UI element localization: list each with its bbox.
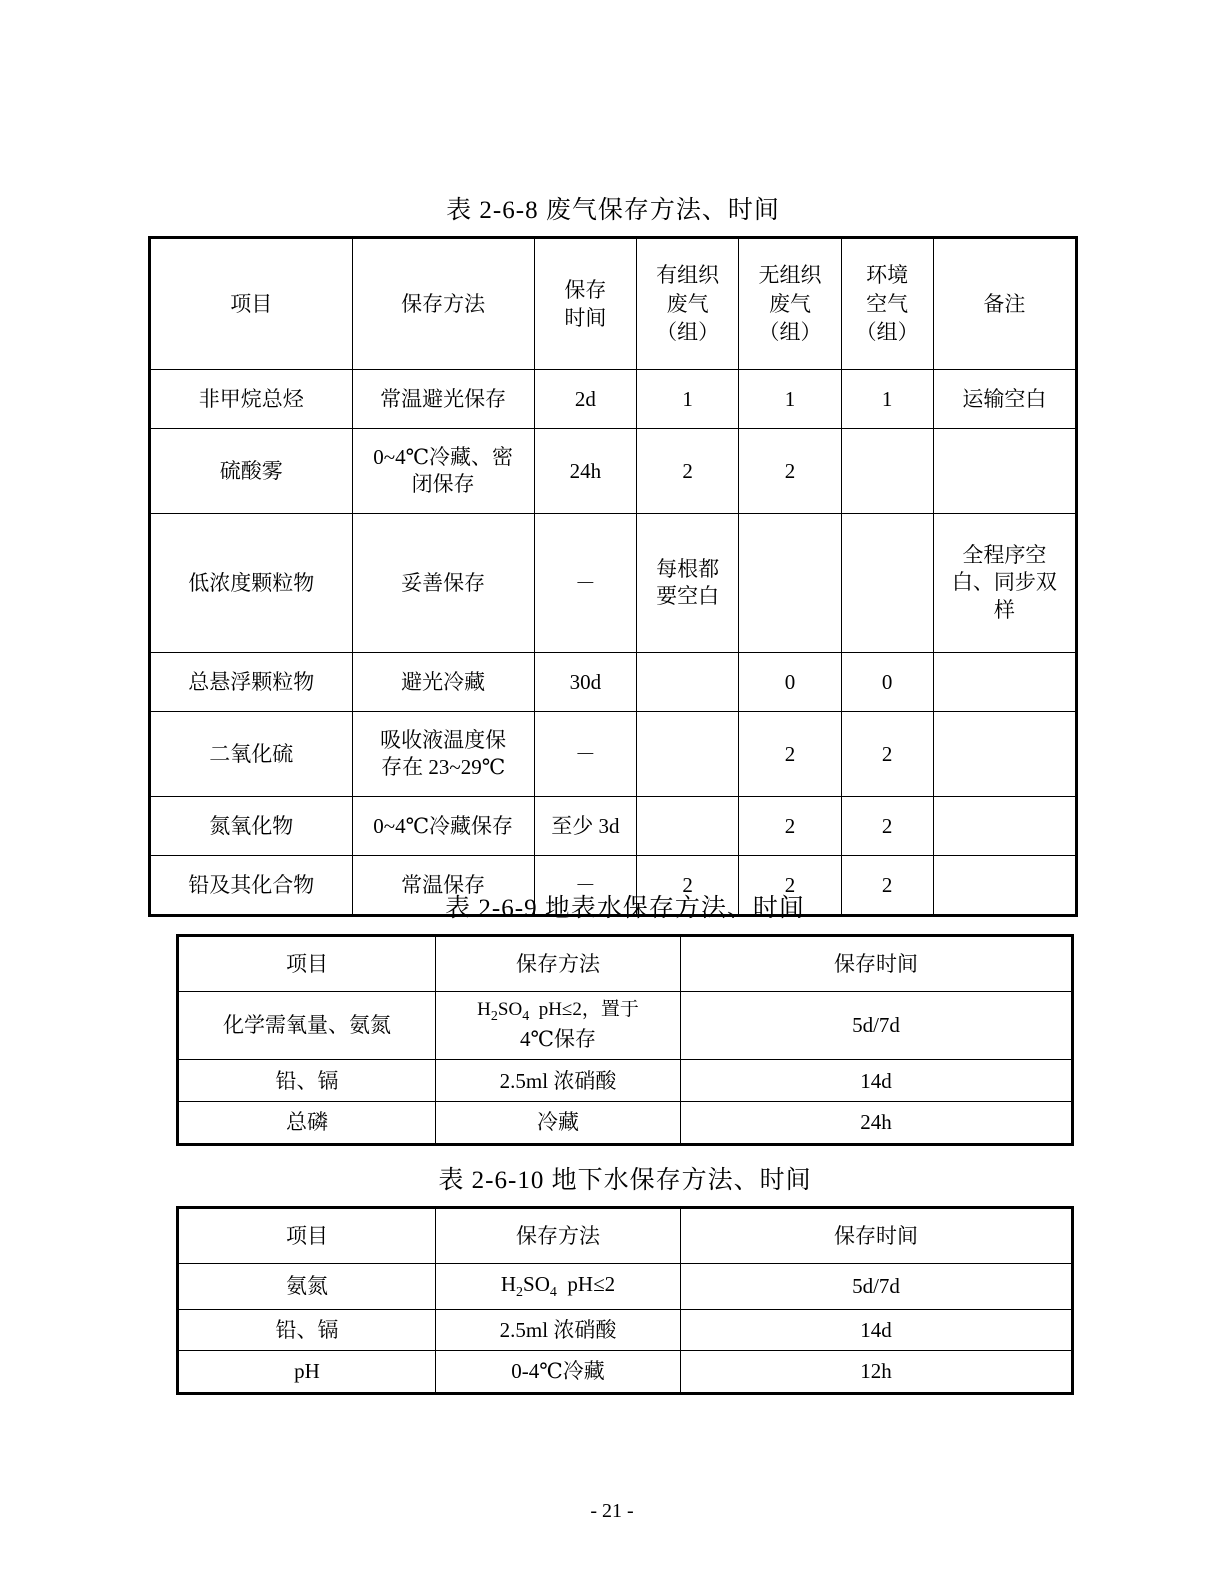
table-row <box>178 1310 1073 1351</box>
cell-method <box>352 712 534 797</box>
table-header-row <box>178 1208 1073 1264</box>
table-caption-2-6-8: 表 2-6-8 废气保存方法、时间 <box>446 197 780 224</box>
cell-organized-gas <box>637 653 739 712</box>
table-caption-2-6-9: 表 2-6-9 地表水保存方法、时间 <box>445 895 805 922</box>
cell-ambient-air: 2 <box>841 856 933 916</box>
cell-duration: 24h <box>534 429 636 514</box>
cell-duration: 30d <box>534 653 636 712</box>
cell-duration: 5d/7d <box>681 992 1073 1060</box>
table-row <box>150 370 1077 429</box>
table-row <box>178 1102 1073 1144</box>
table-header-row <box>178 936 1073 992</box>
cell-duration: 24h <box>681 1102 1073 1144</box>
header-line: 保存 <box>564 277 607 302</box>
table-row <box>150 429 1077 514</box>
cell-line-formula: $H_2SO_4$ pH≤2，置于 <box>477 999 639 1024</box>
column-header-method: 保存方法 <box>436 1208 681 1264</box>
cell-ambient-air: 2 <box>841 712 933 797</box>
cell-method <box>352 429 534 514</box>
column-header-duration: 保存时间 <box>681 1208 1073 1264</box>
cell-method: 0~4℃冷藏保存 <box>352 797 534 856</box>
cell-remarks <box>933 429 1076 514</box>
column-header-ambient-air <box>841 238 933 370</box>
table-row <box>150 797 1077 856</box>
table-row <box>178 1351 1073 1393</box>
cell-unorganized-gas: 0 <box>739 653 841 712</box>
cell-method: $H_2SO_4$ pH≤2 <box>436 1264 681 1310</box>
column-header-unorganized-gas <box>739 238 841 370</box>
header-line: 环境 <box>866 263 909 288</box>
cell-line: 每根都 <box>656 556 720 581</box>
header-line: 废气 <box>768 291 811 316</box>
cell-organized-gas: 2 <box>637 429 739 514</box>
cell-duration: 12h <box>681 1351 1073 1393</box>
table-waste-gas-preservation <box>148 236 1078 917</box>
column-header-remarks: 备注 <box>933 238 1076 370</box>
table-row <box>150 514 1077 653</box>
cell-item: 铅、镉 <box>178 1310 436 1351</box>
cell-remarks: 运输空白 <box>933 370 1076 429</box>
cell-item: 低浓度颗粒物 <box>150 514 353 653</box>
cell-method: 2.5ml 浓硝酸 <box>436 1060 681 1102</box>
table-caption-2-6-10: 表 2-6-10 地下水保存方法、时间 <box>438 1167 812 1194</box>
cell-item: 总悬浮颗粒物 <box>150 653 353 712</box>
page-number: - 21 - <box>590 1500 634 1522</box>
table-block-2-6-8 <box>148 190 1078 917</box>
cell-organized-gas <box>637 797 739 856</box>
cell-remarks <box>933 712 1076 797</box>
header-line: （组） <box>855 320 919 345</box>
table-block-2-6-10 <box>176 1160 1074 1395</box>
cell-unorganized-gas <box>739 514 841 653</box>
cell-item: 氮氧化物 <box>150 797 353 856</box>
cell-method: 0-4℃冷藏 <box>436 1351 681 1393</box>
column-header-item: 项目 <box>178 936 436 992</box>
cell-organized-gas: 2 <box>637 856 739 916</box>
cell-method: 常温保存 <box>352 856 534 916</box>
cell-ambient-air: 2 <box>841 797 933 856</box>
cell-item: pH <box>178 1351 436 1393</box>
cell-line: 吸收液温度保 <box>380 727 507 752</box>
cell-item: 总磷 <box>178 1102 436 1144</box>
cell-item: 硫酸雾 <box>150 429 353 514</box>
cell-duration: － <box>534 514 636 653</box>
cell-unorganized-gas: 2 <box>739 856 841 916</box>
cell-unorganized-gas: 2 <box>739 429 841 514</box>
table-row <box>178 1264 1073 1310</box>
cell-remarks <box>933 797 1076 856</box>
cell-unorganized-gas: 2 <box>739 712 841 797</box>
cell-ambient-air: 0 <box>841 653 933 712</box>
cell-method: 冷藏 <box>436 1102 681 1144</box>
cell-method <box>436 992 681 1060</box>
table-row <box>150 712 1077 797</box>
cell-line: 闭保存 <box>411 472 475 496</box>
header-line: 无组织 <box>758 263 822 288</box>
header-line: 废气 <box>666 291 709 316</box>
column-header-item: 项目 <box>150 238 353 370</box>
cell-method: 避光冷藏 <box>352 653 534 712</box>
cell-line: 白、同步双 <box>951 570 1057 595</box>
cell-unorganized-gas: 1 <box>739 370 841 429</box>
cell-remarks <box>933 514 1076 653</box>
header-line: （组） <box>758 320 822 345</box>
column-header-organized-gas <box>637 238 739 370</box>
table-block-2-6-9 <box>176 888 1074 1146</box>
cell-duration: 至少 3d <box>534 797 636 856</box>
cell-line: 存在 23~29℃ <box>381 755 506 779</box>
cell-duration: － <box>534 712 636 797</box>
cell-line: 全程序空 <box>962 543 1047 568</box>
cell-organized-gas: 1 <box>637 370 739 429</box>
cell-ambient-air <box>841 429 933 514</box>
table-groundwater-preservation <box>176 1206 1074 1395</box>
cell-duration: 2d <box>534 370 636 429</box>
column-header-duration <box>534 238 636 370</box>
cell-remarks <box>933 653 1076 712</box>
table-surface-water-preservation <box>176 934 1074 1146</box>
cell-duration: － <box>534 856 636 916</box>
cell-method: 常温避光保存 <box>352 370 534 429</box>
column-header-item: 项目 <box>178 1208 436 1264</box>
table-row <box>150 653 1077 712</box>
cell-item: 铅及其化合物 <box>150 856 353 916</box>
cell-item: 非甲烷总烃 <box>150 370 353 429</box>
column-header-method: 保存方法 <box>436 936 681 992</box>
cell-organized-gas <box>637 712 739 797</box>
cell-organized-gas <box>637 514 739 653</box>
table-header-row <box>150 238 1077 370</box>
cell-item: 氨氮 <box>178 1264 436 1310</box>
cell-line: 样 <box>993 597 1015 622</box>
cell-item: 铅、镉 <box>178 1060 436 1102</box>
column-header-method: 保存方法 <box>352 238 534 370</box>
header-line: 有组织 <box>656 263 720 288</box>
header-line: 时间 <box>564 306 607 330</box>
cell-method: 妥善保存 <box>352 514 534 653</box>
cell-unorganized-gas: 2 <box>739 797 841 856</box>
cell-ambient-air: 1 <box>841 370 933 429</box>
cell-item: 二氧化硫 <box>150 712 353 797</box>
cell-duration: 5d/7d <box>681 1264 1073 1310</box>
cell-line: 0~4℃冷藏、密 <box>373 444 514 469</box>
cell-line: 要空白 <box>656 584 720 608</box>
cell-duration: 14d <box>681 1310 1073 1351</box>
cell-method: 2.5ml 浓硝酸 <box>436 1310 681 1351</box>
cell-item: 化学需氧量、氨氮 <box>178 992 436 1060</box>
column-header-duration: 保存时间 <box>681 936 1073 992</box>
table-row <box>178 1060 1073 1102</box>
cell-duration: 14d <box>681 1060 1073 1102</box>
header-line: （组） <box>656 320 720 345</box>
cell-ambient-air <box>841 514 933 653</box>
header-line: 空气 <box>866 291 909 316</box>
cell-line: 4℃保存 <box>520 1026 596 1051</box>
table-row <box>178 992 1073 1060</box>
